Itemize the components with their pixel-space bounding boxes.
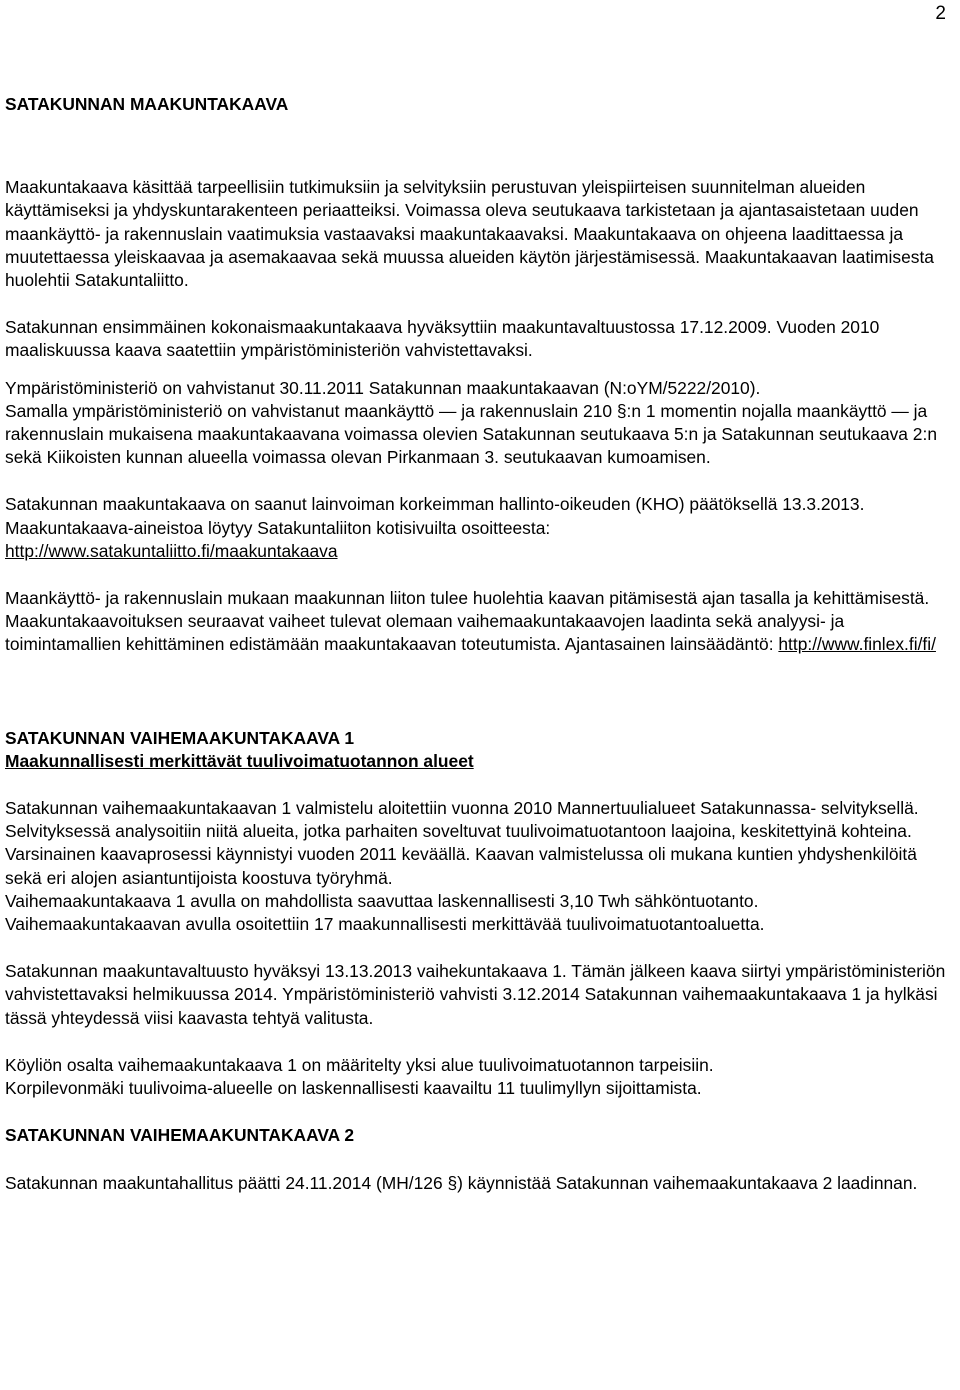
page-number: 2 (935, 3, 946, 24)
section-title-vaihemaakuntakaava-2: SATAKUNNAN VAIHEMAAKUNTAKAAVA 2 (5, 1125, 355, 1146)
paragraph-maintenance (5, 587, 955, 657)
paragraph-areas-count: Vaihemaakuntakaavan avulla osoitettiin 17 maakunnallisesti merkittävää tuulivoimatuotantoaluetta. (5, 914, 765, 935)
paragraph-maintenance-text: Maankäyttö- ja rakennuslain mukaan maakunnan liiton tulee huolehtia kaavan pitämisestä ajan tasalla ja kehittämisestä. Maakuntakaavoituksen seuraavat vaiheet tulevat olemaan vaihemaakuntakaavojen laadinta sekä analyysi- ja toimintamallien kehittäminen edistämään maakuntakaavan toteutumista. Ajantasainen lainsäädäntö: (5, 588, 930, 655)
document-body (5, 93, 955, 1195)
paragraph-korpilevonmaki: Korpilevonmäki tuulivoima-alueelle on laskennallisesti kaavailtu 11 tuulimyllyn sijoittamista. (5, 1078, 702, 1099)
paragraph-legal-force (5, 493, 955, 563)
paragraph-approval-history: Satakunnan maakuntavaltuusto hyväksyi 13.13.2013 vaihekuntakaava 1. Tämän jälkeen kaava siirtyi ympäristöministeriön vahvistettavaksi helmikuussa 2014. Ympäristöministeriö vahvisti 3.12.2014 Satakunnan vaihemaakuntakaava 1 ja hylkäsi tässä yhteydessä viisi kaavasta tehtyä valitusta. (5, 961, 946, 1028)
paragraph-legal-force-text: Satakunnan maakuntakaava on saanut lainvoiman korkeimman hallinto-oikeuden (KHO) päätöksellä 13.3.2013. Maakuntakaava-aineistoa löytyy Satakuntaliiton kotisivuilta osoitteesta: (5, 494, 865, 538)
section-title-vaihemaakuntakaava-1: SATAKUNNAN VAIHEMAAKUNTAKAAVA 1 (5, 727, 355, 748)
section-subtitle-tuulivoima: Maakunnallisesti merkittävät tuulivoimatuotannon alueet (5, 750, 474, 771)
section-title-maakuntakaava: SATAKUNNAN MAAKUNTAKAAVA (5, 94, 289, 114)
paragraph-ministry-confirmed: Ympäristöministeriö on vahvistanut 30.11.2011 Satakunnan maakuntakaavan (N:oYM/5222/2010). (5, 377, 761, 398)
paragraph-approval: Satakunnan ensimmäinen kokonaismaakuntakaava hyväksyttiin maakuntavaltuustossa 17.12.2009. Vuoden 2010 maaliskuussa kaava saatettiin ympäristöministeriön vahvistettavaksi. (5, 317, 880, 361)
paragraph-preparation: Satakunnan vaihemaakuntakaavan 1 valmistelu aloitettiin vuonna 2010 Mannertuulialueet Satakunnassa- selvityksellä. Selvityksessä analysoitiin niitä alueita, jotka parhaiten soveltuvat tuulivoimatuotantoon laajoina, keskitettyinä kohteina. Varsinainen kaavaprosessi käynnistyi vuoden 2011 keväällä. Kaavan valmistelussa oli mukana kuntien yhdyshenkilöitä sekä eri alojen asiantuntijoista koostuva työryhmä. (5, 798, 919, 888)
paragraph-energy-output: Vaihemaakuntakaava 1 avulla on mahdollista saavuttaa laskennallisesti 3,10 Twh sähköntuotanto. (5, 890, 759, 911)
paragraph-koylio: Köyliön osalta vaihemaakuntakaava 1 on määritelty yksi alue tuulivoimatuotannon tarpeisiin. (5, 1054, 714, 1075)
paragraph-intro: Maakuntakaava käsittää tarpeellisiin tutkimuksiin ja selvityksiin perustuvan yleispiirteisen suunnitelman alueiden käyttämiseksi ja yhdyskuntarakenteen periaatteiksi. Voimassa oleva seutukaava tarkistetaan ja ajantasaistetaan uuden maankäyttö- ja rakennuslain vaatimuksia vastaavaksi maakuntakaavaksi. Maakuntakaava on ohjeena laadittaessa ja muutettaessa yleiskaavaa ja asemakaavaa sekä muussa alueiden käytön järjestämisessä. Maakuntakaavan laatimisesta huolehtii Satakuntaliitto. (5, 177, 934, 291)
paragraph-repeal: Samalla ympäristöministeriö on vahvistanut maankäyttö — ja rakennuslain 210 §:n 1 momentin nojalla maankäyttö — ja rakennuslain mukaisena maakuntakaavana voimassa olevien Satakunnan seutukaava 5:n ja Satakunnan seutukaava 2:n sekä Kiikoisten kunnan alueella voimassa olevan Pirkanmaan 3. seutukaavan kumoamisen. (5, 400, 937, 468)
paragraph-vaihemaakuntakaava-2: Satakunnan maakuntahallitus päätti 24.11.2014 (MH/126 §) käynnistää Satakunnan vaihemaakuntakaava 2 laadinnan. (5, 1172, 918, 1193)
finlex-link[interactable]: http://www.finlex.fi/fi/ (778, 634, 936, 655)
satakuntaliitto-link[interactable]: http://www.satakuntaliitto.fi/maakuntakaava (5, 540, 338, 561)
